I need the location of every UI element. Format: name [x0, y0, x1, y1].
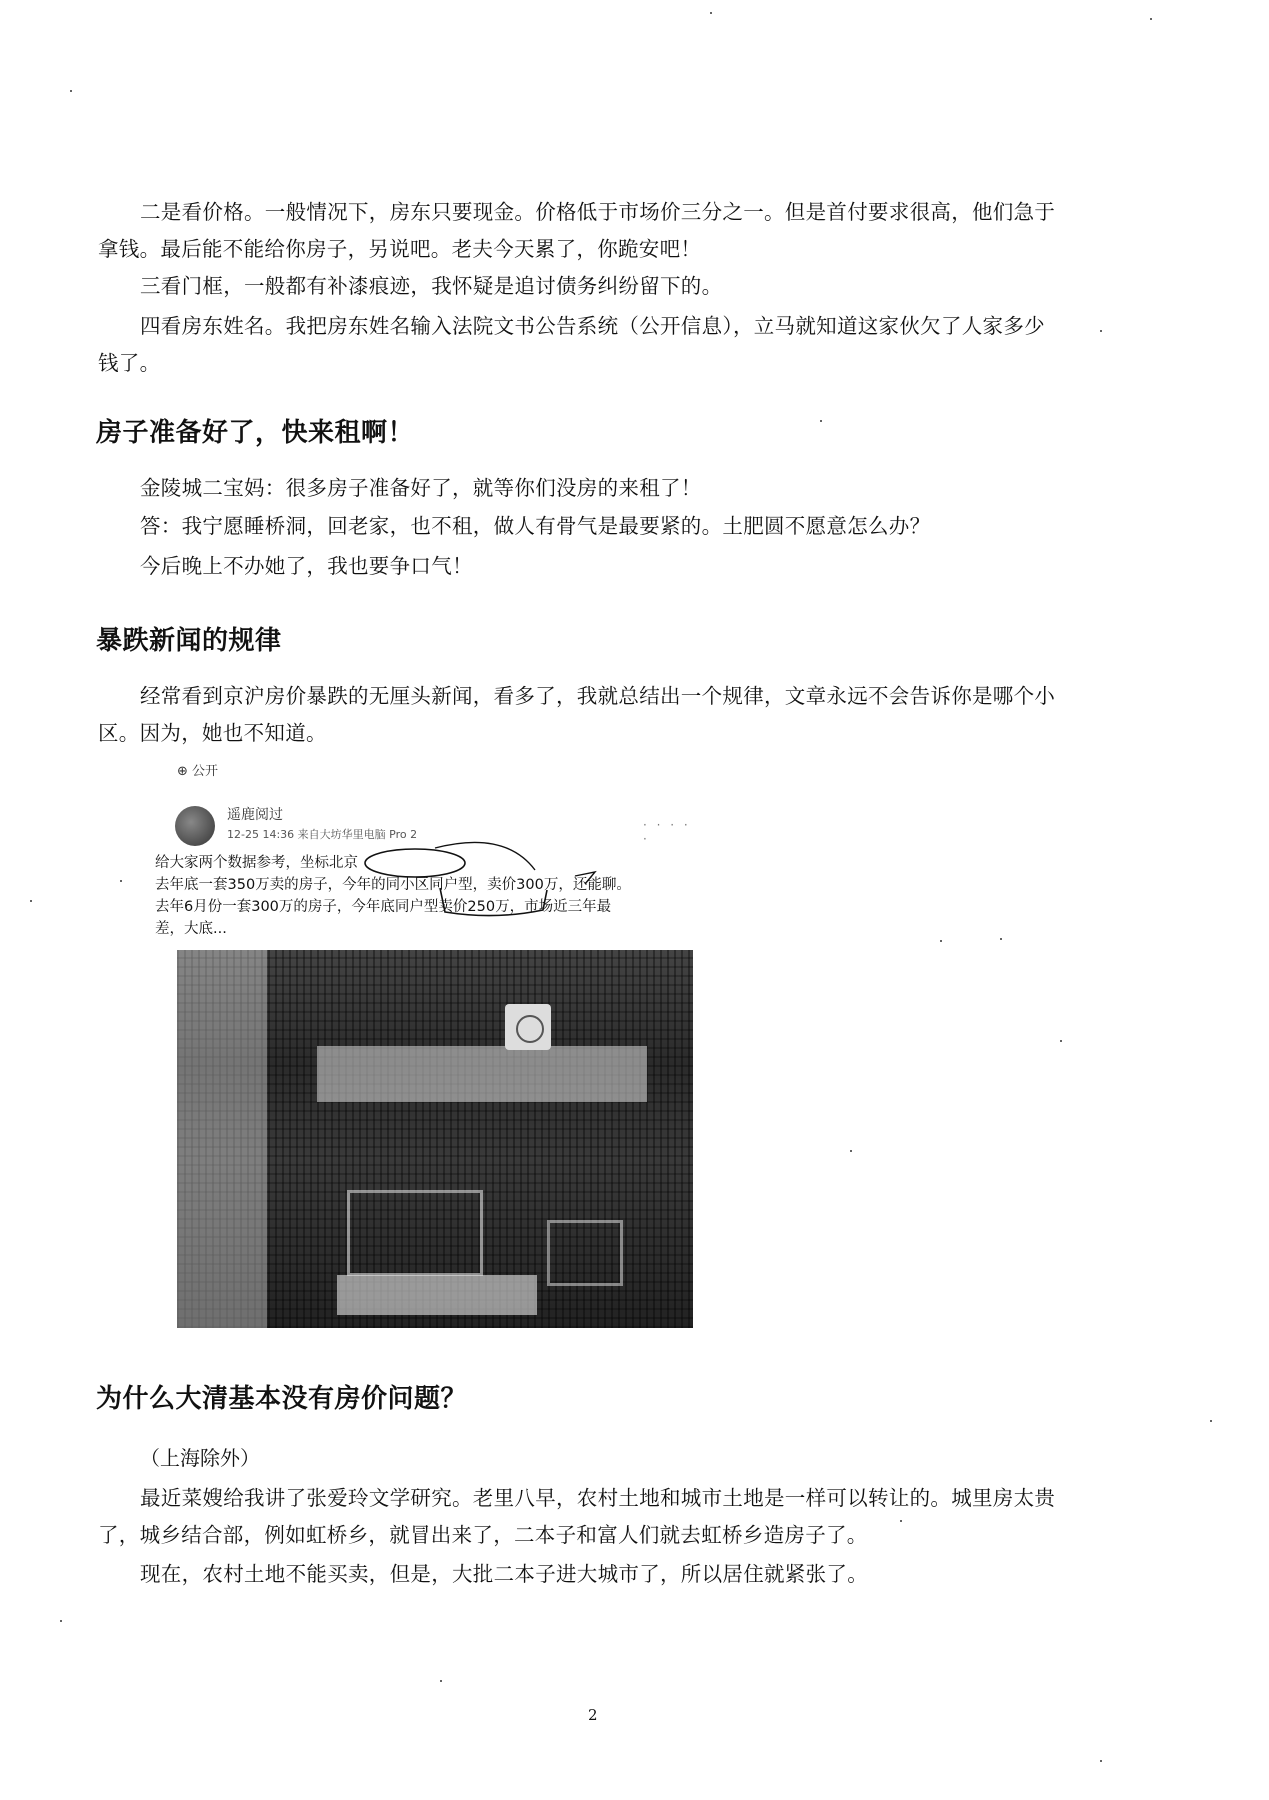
globe-icon: ⊕: [177, 764, 188, 779]
social-post-screenshot: [155, 760, 695, 1328]
post-line-1: 给大家两个数据参考，坐标北京: [155, 855, 358, 871]
dialogue-line-3: 今后晚上不办她了，我也要争口气！: [140, 554, 473, 578]
building-photo: [177, 950, 693, 1328]
heading-houses-ready: 房子准备好了，快来租啊！: [96, 418, 415, 448]
underline-mark-price: [440, 888, 547, 916]
heading-qing-housing: 为什么大清基本没有房价问题？: [96, 1384, 468, 1414]
dialogue-line-1: 金陵城二宝妈：很多房子准备好了，就等你们没房的来租了！: [140, 476, 702, 500]
post-line-3: 去年6月份一套300万的房子，今年底同户型卖价250万，市场近三年最: [155, 899, 612, 915]
handwritten-annotation: [175, 760, 695, 950]
paragraph-price: 二是看价格。一般情况下，房东只要现金。价格低于市场价三分之一。但是首付要求很高，他们急于拿钱。最后能不能给你房子，另说吧。老夫今天累了，你跪安吧！: [98, 200, 1056, 261]
paragraph-landlord-name: 四看房东姓名。我把房东姓名输入法院文书公告系统（公开信息），立马就知道这家伙欠了人家多少钱了。: [98, 314, 1045, 375]
paragraph-qing-land: 最近菜嫂给我讲了张爱玲文学研究。老里八早，农村土地和城市土地是一样可以转让的。城里房太贵了，城乡结合部，例如虹桥乡，就冒出来了，二本子和富人们就去虹桥乡造房子了。: [98, 1486, 1056, 1547]
dialogue-line-2: 答：我宁愿睡桥洞，回老家，也不租，做人有骨气是最要紧的。土肥圆不愿意怎么办？: [140, 514, 931, 538]
post-username: 遥鹿阅过: [227, 807, 283, 823]
heading-crash-news: 暴跌新闻的规律: [96, 626, 282, 656]
post-line-4: 差，大底...: [155, 921, 227, 937]
more-menu-icon: · · · · ·: [643, 818, 691, 846]
circle-mark-beijing: [365, 849, 465, 877]
page-number: 2: [588, 1706, 598, 1724]
paragraph-door-frame: 三看门框，一般都有补漆痕迹，我怀疑是追讨债务纠纷留下的。: [140, 274, 723, 298]
note-shanghai-except: （上海除外）: [140, 1446, 260, 1470]
arrow-head: [575, 872, 595, 884]
post-line-2: 去年底一套350万卖的房子，今年的同小区同户型，卖价300万，还能聊。: [155, 877, 631, 893]
paragraph-now-land: 现在，农村土地不能买卖，但是，大批二本子进大城市了，所以居住就紧张了。: [140, 1562, 868, 1586]
air-conditioner-unit: [505, 1004, 551, 1050]
visibility-label: ⊕ 公开: [177, 764, 219, 779]
arrow-stroke: [435, 842, 535, 870]
post-meta: 12-25 14:36 来自大坊华里电脑 Pro 2: [227, 828, 418, 841]
paragraph-crash-news: 经常看到京沪房价暴跌的无厘头新闻，看多了，我就总结出一个规律，文章永远不会告诉你是哪个小区。因为，她也不知道。: [98, 684, 1056, 745]
